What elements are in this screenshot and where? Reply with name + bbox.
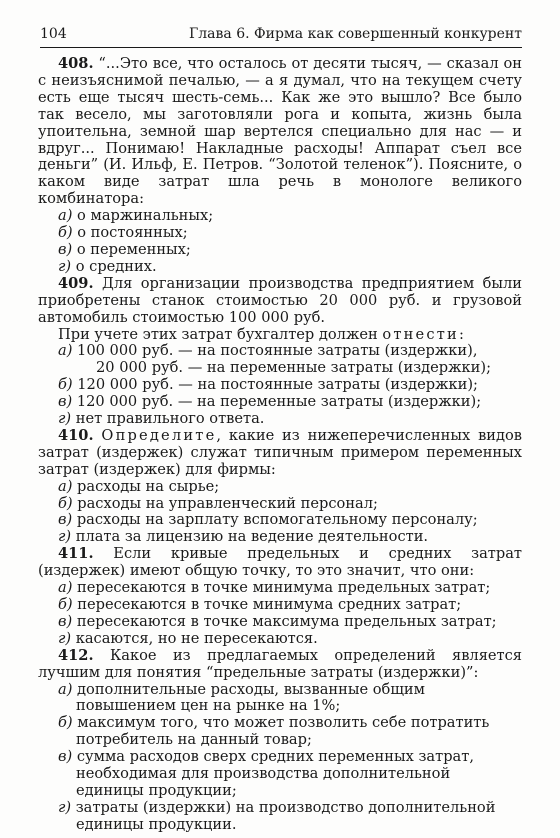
page-number: 104 [40,26,67,42]
answer-option: г) затраты (издержки) на производство дополнительной единицы продукции. [58,798,496,833]
answer-option: в) 120 000 руб. — на переменные затраты (издержки); [58,393,482,411]
answer-option: г) нет правильного ответа. [58,410,265,428]
header-rule [40,47,522,48]
answer-option: а) расходы на сырье; [58,477,220,495]
question-text: Какое из предлагаемых определений является лучшим для понятия “предельные затраты (издержки)”: [38,646,522,681]
answer-option: в) о переменных; [58,240,191,258]
running-title: Глава 6. Фирма как совершенный конкурент [189,26,522,42]
question-text: “...Это все, что осталось от десяти тысяч, — сказал он с неизъяснимой печалью, — а я думал, что на текущем счету есть еще тысяч шесть-семь... Как же это вышло? Все было так весело, мы заготовляли рога и копыта, жизнь была упоительна, земной шар вертелся специально для нас — и вдруг... Понимаю! Накладные расходы! Аппарат съел все деньги” (И. Ильф, Е. Петров. “Золотой теленок”). Поясните, о каком виде затрат шла речь в монологе великого комбинатора: [38,55,522,208]
question-number: 409. [58,274,94,292]
answer-option: б) максимум того, что может позволить себе потратить потребитель на данный товар; [58,714,490,749]
question-number: 408. [58,55,94,72]
answer-option: б) о постоянных; [58,224,188,242]
question-text: Если кривые предельных и средних затрат (издержек) имеют общую точку, то это значит, что они: [38,545,522,580]
answer-option: в) сумма расходов сверх средних переменных затрат, необходимая для производства дополнительной единицы продукции; [58,748,474,799]
answer-option: а) о маржинальных; [58,207,214,225]
answer-option: в) пересекаются в точке максимума предельных затрат; [58,612,497,630]
question-411 [38,546,522,580]
question-text: , какие из нижеперечисленных видов затрат (издержек) служат типичным примером переменных затрат (издержек) для фирмы: [38,426,522,478]
question-408 [38,56,522,208]
question-number: 411. [58,545,94,563]
answer-option: а) дополнительные расходы, вызванные общим повышением цен на рынке на 1%; [58,680,425,715]
question-number: 410. [58,426,94,444]
answer-option: а) пересекаются в точке минимума предельных затрат; [58,579,491,597]
answer-option: б) 120 000 руб. — на постоянные затраты (издержки); [58,376,478,394]
question-text: Для организации производства предприятием были приобретены станок стоимостью 20 000 руб. и грузовой автомобиль стоимостью 100 000 руб. [38,274,522,326]
question-412 [38,648,522,682]
answer-option: а) 100 000 руб. — на постоянные затраты (издержки), [58,342,478,360]
answer-option: б) пересекаются в точке минимума средних затрат; [58,596,462,613]
answer-option-continued: 20 000 руб. — на переменные затраты (издержки); [96,359,492,377]
answer-option: г) плата за лицензию на ведение деятельности. [58,528,429,546]
page-header [40,26,522,42]
answer-option: б) расходы на управленческий персонал; [58,494,378,512]
question-409 [38,276,522,327]
question-number: 412. [58,646,94,664]
page-body [38,56,522,834]
answer-option: в) расходы на зарплату вспомогательному персоналу; [58,511,478,529]
question-text-continued: При учете этих затрат бухгалтер должен отнести: [58,325,464,343]
answer-option: г) о средних. [58,257,157,275]
question-410: 410. Определите, какие из нижеперечисленных видов затрат (издержек) служат типичным примером переменных затрат (издержек) для фирмы: [38,426,522,478]
answer-option: г) касаются, но не пересекаются. [58,629,318,647]
